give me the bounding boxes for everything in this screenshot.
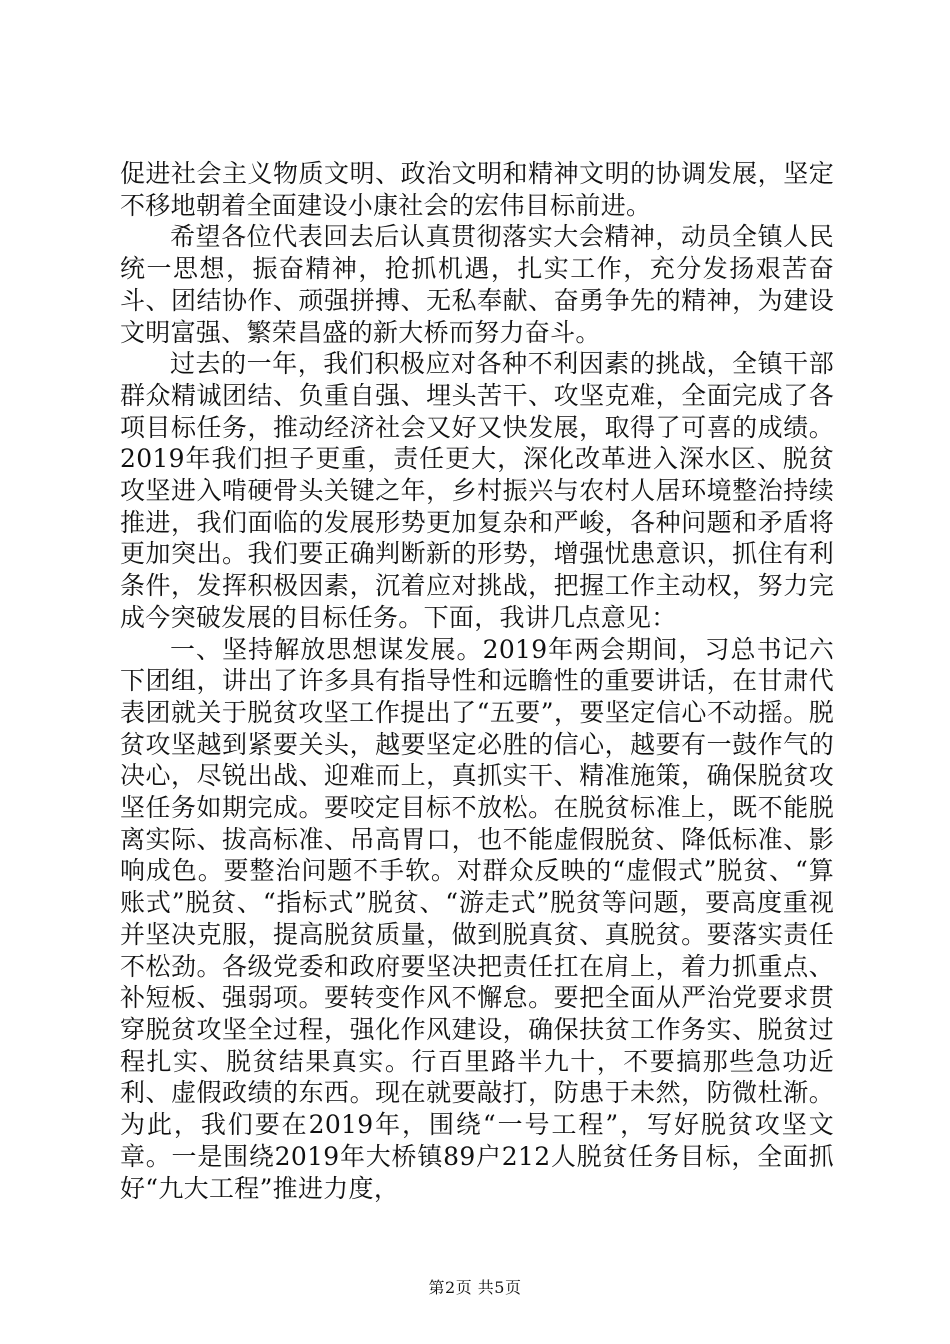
page-number-footer: 第2页 共5页 bbox=[428, 1278, 522, 1297]
paragraph-3: 过去的一年，我们积极应对各种不利因素的挑战，全镇干部群众精诚团结、负重自强、埋头苦干、攻坚克难，全面完成了各项目标任务，推动经济社会又好又快发展，取得了可喜的成绩。2019年我们担子更重，责任更大，深化改革进入深水区、脱贫攻坚进入啃硬骨头关键之年，乡村振兴与农村人居环境整治持续推进，我们面临的发展形势更加复杂和严峻，各种问题和矛盾将更加突出。我们要正确判断新的形势，增强忧患意识，抓住有利条件，发挥积极因素，沉着应对挑战，把握工作主动权，努力完成今突破发展的目标任务。下面，我讲几点意见： bbox=[120, 349, 834, 632]
paragraph-2: 希望各位代表回去后认真贯彻落实大会精神，动员全镇人民统一思想，振奋精神，抢抓机遇，扎实工作，充分发扬艰苦奋斗、团结协作、顽强拼搏、无私奉献、奋勇争先的精神，为建设文明富强、繁荣昌盛的新大桥而努力奋斗。 bbox=[120, 222, 834, 347]
paragraph-1: 促进社会主义物质文明、政治文明和精神文明的协调发展，坚定不移地朝着全面建设小康社会的宏伟目标前进。 bbox=[120, 159, 834, 220]
body-text bbox=[120, 158, 834, 1204]
paragraph-4: 一、坚持解放思想谋发展。2019年两会期间，习总书记六下团组，讲出了许多具有指导性和远瞻性的重要讲话，在甘肃代表团就关于脱贫攻坚工作提出了“五要”，要坚定信心不动摇。脱贫攻坚越到紧要关头，越要坚定必胜的信心，越要有一鼓作气的决心，尽锐出战、迎难而上，真抓实干、精准施策，确保脱贫攻坚任务如期完成。要咬定目标不放松。在脱贫标准上，既不能脱离实际、拔高标准、吊高胃口，也不能虚假脱贫、降低标准、影响成色。要整治问题不手软。对群众反映的“虚假式”脱贫、“算账式”脱贫、“指标式”脱贫、“游走式”脱贫等问题，要高度重视并坚决克服，提高脱贫质量，做到脱真贫、真脱贫。要落实责任不松劲。各级党委和政府要坚决把责任扛在肩上，着力抓重点、补短板、强弱项。要转变作风不懈怠。要把全面从严治党要求贯穿脱贫攻坚全过程，强化作风建设，确保扶贫工作务实、脱贫过程扎实、脱贫结果真实。行百里路半九十，不要搞那些急功近利、虚假政绩的东西。现在就要敲打，防患于未然，防微杜渐。为此，我们要在2019年，围绕“一号工程”，写好脱贫攻坚文章。一是围绕2019年大桥镇89户212人脱贫任务目标，全面抓好“九大工程”推进力度， bbox=[120, 634, 834, 1203]
